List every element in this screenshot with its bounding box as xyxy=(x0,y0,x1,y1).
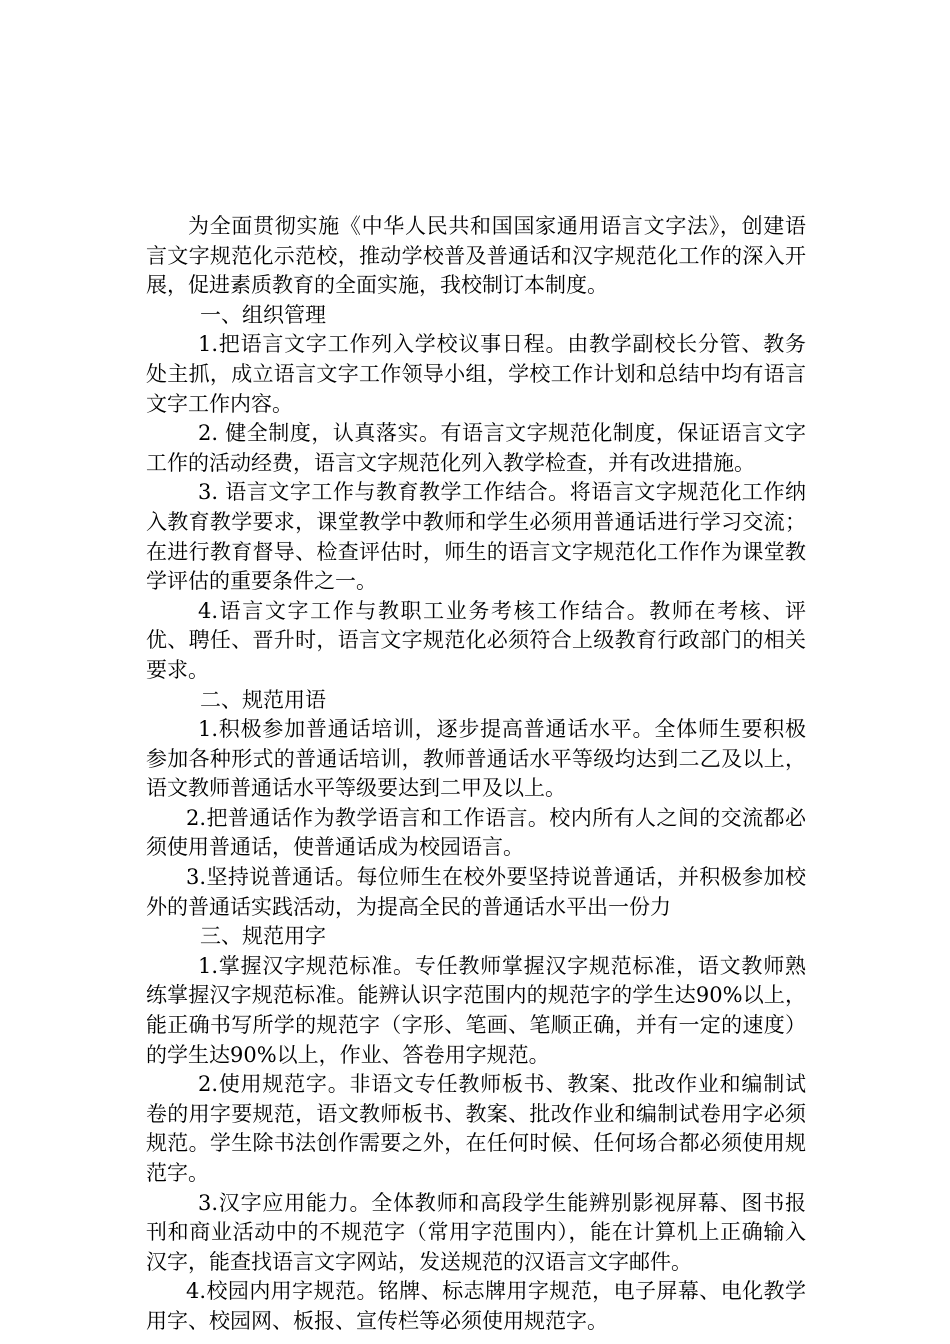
section-1-item-1: 1.把语言文字工作列入学校议事日程。由教学副校长分管、教务处主抓，成立语言文字工作领导小组，学校工作计划和总结中均有语言文字工作内容。 xyxy=(146,332,806,416)
section-3-item-2: 2.使用规范字。非语文专任教师板书、教案、批改作业和编制试卷的用字要规范，语文教师板书、教案、批改作业和编制试卷用字必须规范。学生除书法创作需要之外，在任何时候、任何场合都必须使用规范字。 xyxy=(146,1072,806,1185)
section-heading-organization: 一、组织管理 xyxy=(200,302,326,327)
intro-paragraph: 为全面贯彻实施《中华人民共和国国家通用语言文字法》，创建语言文字规范化示范校，推动学校普及普通话和汉字规范化工作的深入开展，促进素质教育的全面实施，我校制订本制度。 xyxy=(146,214,806,298)
section-1-item-4: 4.语言文字工作与教职工业务考核工作结合。教师在考核、评优、聘任、晋升时，语言文字规范化必须符合上级教育行政部门的相关要求。 xyxy=(146,598,806,682)
section-3-item-3: 3.汉字应用能力。全体教师和高段学生能辨别影视屏幕、图书报刊和商业活动中的不规范字（常用字范围内），能在计算机上正确输入汉字，能查找语言文字网站，发送规范的汉语言文字邮件。 xyxy=(146,1190,806,1274)
document-body xyxy=(146,212,806,1337)
section-2-item-3: 3.坚持说普通话。每位师生在校外要坚持说普通话，并积极参加校外的普通话实践活动，为提高全民的普通话水平出一份力 xyxy=(146,865,806,919)
section-2-item-2: 2.把普通话作为教学语言和工作语言。校内所有人之间的交流都必须使用普通话，使普通话成为校园语言。 xyxy=(146,805,806,860)
section-heading-speech: 二、规范用语 xyxy=(200,687,326,712)
section-1-item-3: 3. 语言文字工作与教育教学工作结合。将语言文字规范化工作纳入教育教学要求，课堂教学中教师和学生必须用普通话进行学习交流；在进行教育督导、检查评估时，师生的语言文字规范化工作作为课堂教学评估的重要条件之一。 xyxy=(146,480,806,594)
section-1-item-2: 2. 健全制度，认真落实。有语言文字规范化制度，保证语言文字工作的活动经费，语言文字规范化列入教学检查，并有改进措施。 xyxy=(146,421,806,475)
section-3-item-1: 1.掌握汉字规范标准。专任教师掌握汉字规范标准，语文教师熟练掌握汉字规范标准。能辨认识字范围内的规范字的学生达90%以上，能正确书写所学的规范字（字形、笔画、笔顺正确，并有一定的速度）的学生达90%以上，作业、答卷用字规范。 xyxy=(146,953,806,1067)
section-2-item-1: 1.积极参加普通话培训，逐步提高普通话水平。全体师生要积极参加各种形式的普通话培训，教师普通话水平等级均达到二乙及以上，语文教师普通话水平等级要达到二甲及以上。 xyxy=(146,717,806,801)
section-heading-writing: 三、规范用字 xyxy=(200,924,326,949)
section-3-item-4: 4.校园内用字规范。铭牌、标志牌用字规范，电子屏幕、电化教学用字、校园网、板报、宣传栏等必须使用规范字。 xyxy=(146,1279,806,1333)
